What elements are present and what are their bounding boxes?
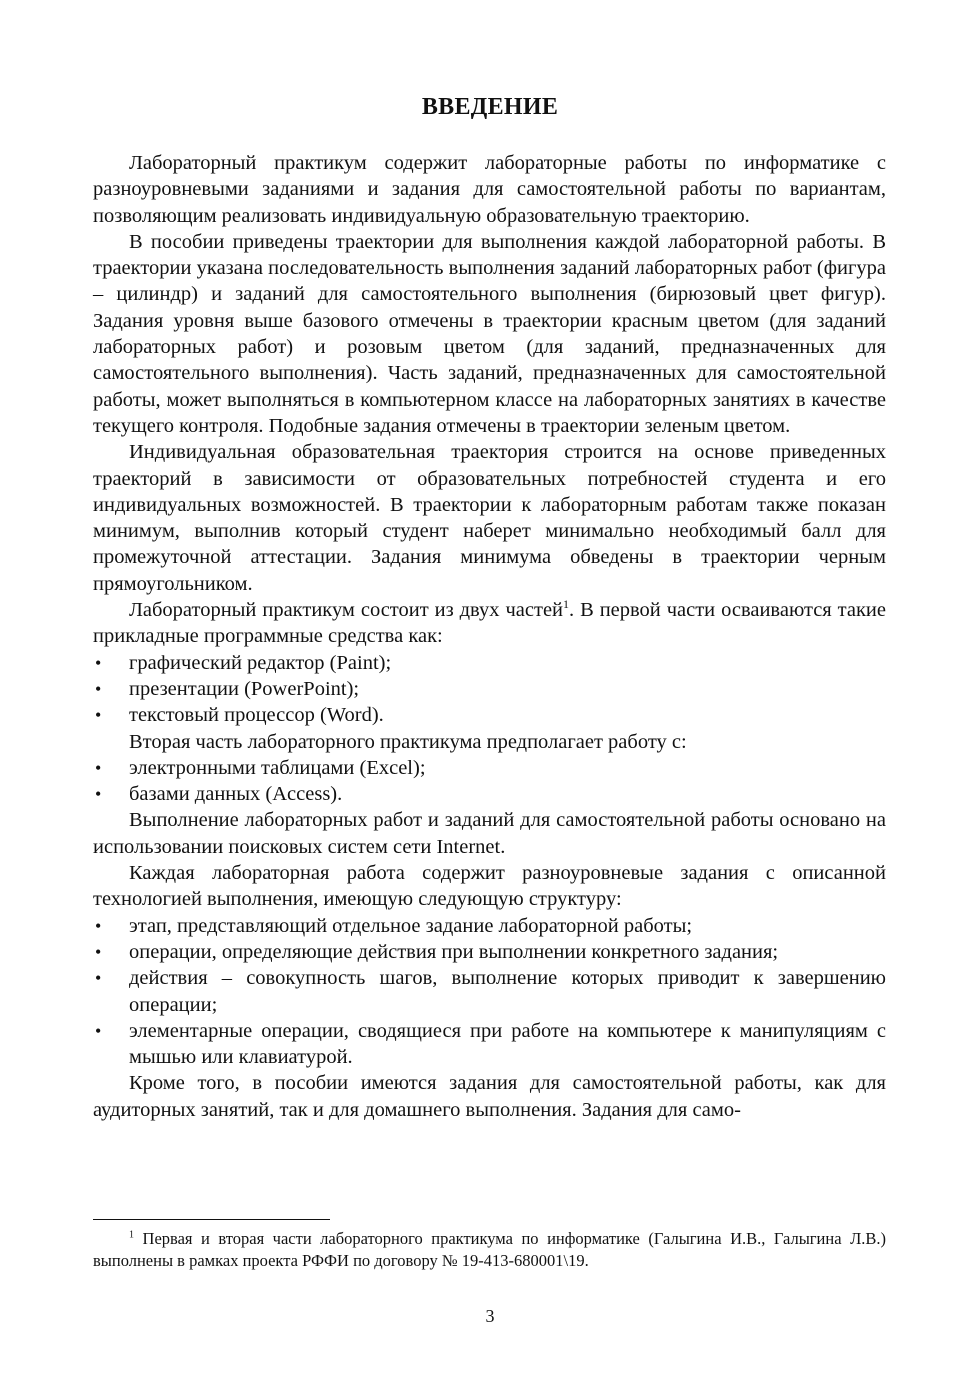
list-item-text: текстовый процессор (Word). [129,704,384,727]
list-part-one [93,650,886,729]
list-item-text: графический редактор (Paint); [129,651,392,674]
list-item-text: электронными таблицами (Excel); [129,756,426,779]
bullet-icon: • [95,784,102,805]
bullet-icon: • [95,705,102,726]
list-item [93,755,886,781]
list-item-text: операции, определяющие действия при выполнении конкретного задания; [129,940,779,963]
page-title: ВВЕДЕНИЕ [421,94,559,120]
footnote-mark: 1 [129,1229,134,1241]
list-item-text: элементарные операции, сводящиеся при работе на компьютере к манипуляциям с мышью или клавиатурой. [129,1019,886,1069]
paragraph-part-two: Вторая часть лабораторного практикума предполагает работу с: [129,730,687,753]
footnote-divider [93,1219,330,1220]
list-item [93,676,886,702]
bullet-icon: • [95,652,102,673]
list-item [93,1018,886,1071]
list-item-text: действия – совокупность шагов, выполнение которых приводит к завершению операции; [129,967,886,1016]
bullet-icon: • [95,678,102,699]
footnote-reference: 1 [563,597,570,612]
paragraph-parts-text: Лабораторный практикум состоит из двух частей [129,599,564,622]
paragraph-trajectories: В пособии приведены траектории для выполнения каждой лабораторной работы. В траектории указана последовательность выполнения заданий лабораторных работ (фигура – цилиндр) и заданий для самостоятельного выполнения (бирюзовый цвет фигур). Задания уровня выше базового отмечены в траектории красным цветом (для заданий лабораторных работ) и розовым цветом (для заданий, предназначенных для самостоятельного выполнения). Часть заданий, предназначенных для самостоятельной работы, может выполняться в компьютерном классе на лабораторных занятиях в качестве текущего контроля. Подобные задания отмечены в траектории зеленым цветом. [93,230,886,437]
list-item-text: презентации (PowerPoint); [129,677,360,700]
list-item [93,702,886,728]
paragraph-self-study: Кроме того, в пособии имеются задания для самостоятельной работы, как для аудиторных занятий, так и для домашнего выполнения. Задания для само- [93,1072,886,1121]
bullet-icon: • [95,941,102,962]
list-item [93,939,886,965]
paragraph-intro: Лабораторный практикум содержит лабораторные работы по информатике с разноуровневыми заданиями и задания для самостоятельной работы по вариантам, позволяющим реализовать индивидуальную образовательную траекторию. [93,152,886,227]
list-item [93,650,886,676]
list-part-two [93,755,886,808]
list-item [93,965,886,1018]
list-item [93,913,886,939]
list-item [93,781,886,807]
paragraph-internet: Выполнение лабораторных работ и заданий для самостоятельной работы основано на использовании поисковых систем сети Internet. [93,809,886,858]
paragraph-individual-trajectory: Индивидуальная образовательная траектория строится на основе приведенных траекторий в зависимости от образовательных потребностей студента и его индивидуальных возможностей. В траектории к лабораторным работам также показан минимум, выполнив который студент наберет минимально необходимый балл для промежуточной аттестации. Задания минимума обведены в траектории черным прямоугольником. [93,441,886,595]
footnote [93,1228,886,1272]
bullet-icon: • [95,915,102,936]
list-structure [93,913,886,1071]
list-item-text: этап, представляющий отдельное задание лабораторной работы; [129,914,693,937]
bullet-icon: • [95,1020,102,1041]
list-item-text: базами данных (Access). [129,783,343,806]
body-text [93,150,886,1123]
bullet-icon: • [95,968,102,989]
footnote-text: Первая и вторая части лабораторного практикума по информатике (Галыгина И.В., Галыгина Л.В.) выполнены в рамках проекта РФФИ по договору № 19-413-680001\19. [93,1229,887,1270]
paragraph-parts-text-end: . В первой части осваиваются такие прикладные программные средства как: [93,599,886,648]
bullet-icon: • [95,757,102,778]
paragraph-structure: Каждая лабораторная работа содержит разноуровневые задания с описанной технологией выполнения, имеющую следующую структуру: [93,862,886,911]
paragraph-parts [93,597,886,650]
page-number: 3 [485,1306,495,1326]
